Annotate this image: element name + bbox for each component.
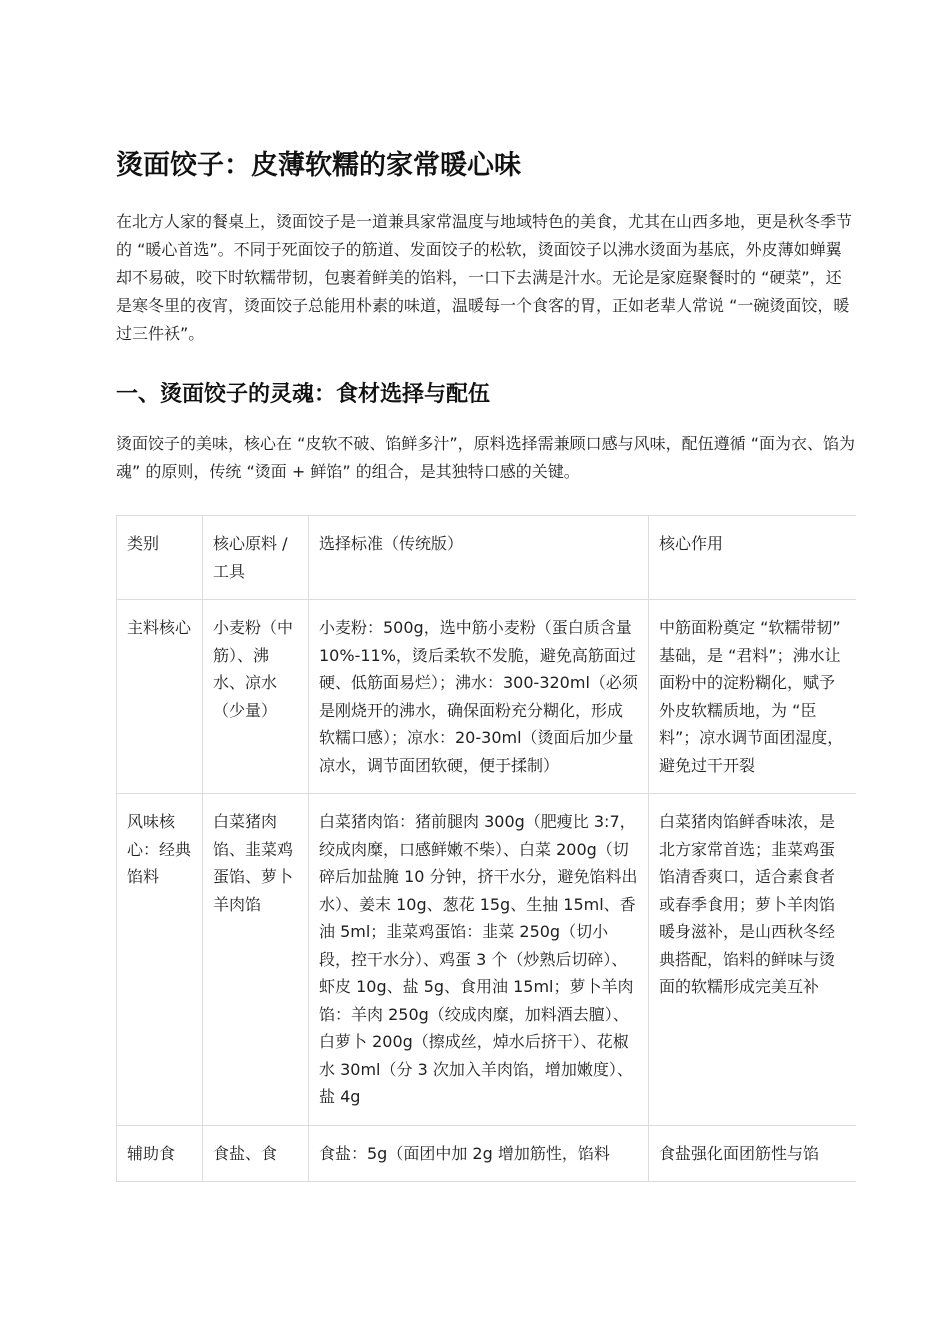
table-cell: 白菜猪肉馅、韭菜鸡蛋馅、萝卜羊肉馅 bbox=[203, 794, 309, 1126]
table-cell: 白菜猪肉馅：猪前腿肉 300g（肥瘦比 3:7，绞成肉糜，口感鲜嫩不柴）、白菜 200g（切碎后加盐腌 10 分钟，挤干水分，避免馅料出水）、姜末 10g、葱花 15g、生抽 15ml、香油 5ml；韭菜鸡蛋馅：韭菜 250g（切小段，控干水分）、鸡蛋 3 个（炒熟后切碎）、虾皮 10g、盐 5g、食用油 15ml；萝卜羊肉馅：羊肉 250g（绞成肉糜，加料酒去膻）、白萝卜 200g（擦成丝，焯水后挤干）、花椒水 30ml（分 3 次加入羊肉馅，增加嫩度）、盐 4g bbox=[309, 794, 649, 1126]
section-paragraph: 烫面饺子的美味，核心在 “皮软不破、馅鲜多汁”，原料选择需兼顾口感与风味，配伍遵循 “面为衣、馅为魂” 的原则，传统 “烫面 + 鲜馅” 的组合，是其独特口感的关键。 bbox=[116, 434, 856, 481]
intro-paragraph: 在北方人家的餐桌上，烫面饺子是一道兼具家常温度与地域特色的美食，尤其在山西多地，更是秋冬季节的 “暖心首选”。不同于死面饺子的筋道、发面饺子的松软，烫面饺子以沸水烫面为基底，外皮薄如蝉翼却不易破，咬下时软糯带韧，包裹着鲜美的馅料，一口下去满是汁水。无论是家庭聚餐时的 “硬菜”，还是寒冬里的夜宵，烫面饺子总能用朴素的味道，温暖每一个食客的胃，正如老辈人常说 “一碗烫面饺，暖过三件袄”。 bbox=[116, 212, 853, 343]
table-row bbox=[117, 1125, 857, 1182]
table-cell: 风味核心：经典馅料 bbox=[117, 794, 203, 1126]
page-title: 烫面饺子：皮薄软糯的家常暖心味 bbox=[116, 150, 521, 181]
table-cell: 食盐、食 bbox=[203, 1125, 309, 1182]
table-header-row bbox=[117, 516, 857, 600]
table-cell: 中筋面粉奠定 “软糯带韧” 基础，是 “君料”；沸水让面粉中的淀粉糊化，赋予外皮软糯质地，为 “臣料”；凉水调节面团湿度，避免过干开裂 bbox=[649, 600, 857, 794]
table-cell: 食盐强化面团筋性与馅 bbox=[649, 1125, 857, 1182]
table-cell: 主料核心 bbox=[117, 600, 203, 794]
ingredients-table-wrapper bbox=[116, 515, 856, 1221]
header-cell: 类别 bbox=[117, 516, 203, 600]
table-cell: 小麦粉（中筋）、沸水、凉水（少量） bbox=[203, 600, 309, 794]
table-cell: 白菜猪肉馅鲜香味浓，是北方家常首选；韭菜鸡蛋馅清香爽口，适合素食者或春季食用；萝卜羊肉馅暖身滋补，是山西秋冬经典搭配，馅料的鲜味与烫面的软糯形成完美互补 bbox=[649, 794, 857, 1126]
table-row bbox=[117, 794, 857, 1126]
header-cell: 核心作用 bbox=[649, 516, 857, 600]
section-heading: 一、烫面饺子的灵魂：食材选择与配伍 bbox=[116, 382, 491, 407]
header-cell: 核心原料 / 工具 bbox=[203, 516, 309, 600]
ingredients-table bbox=[116, 515, 856, 1182]
document-body bbox=[116, 146, 856, 486]
table-cell: 小麦粉：500g，选中筋小麦粉（蛋白质含量 10%-11%，烫后柔软不发脆，避免高筋面过硬、低筋面易烂）；沸水：300-320ml（必须是刚烧开的沸水，确保面粉充分糊化，形成软糯口感）；凉水：20-30ml（烫面后加少量凉水，调节面团软硬，便于揉制） bbox=[309, 600, 649, 794]
table-cell: 食盐：5g（面团中加 2g 增加筋性，馅料 bbox=[309, 1125, 649, 1182]
header-cell: 选择标准（传统版） bbox=[309, 516, 649, 600]
table-cell: 辅助食 bbox=[117, 1125, 203, 1182]
table-row bbox=[117, 600, 857, 794]
